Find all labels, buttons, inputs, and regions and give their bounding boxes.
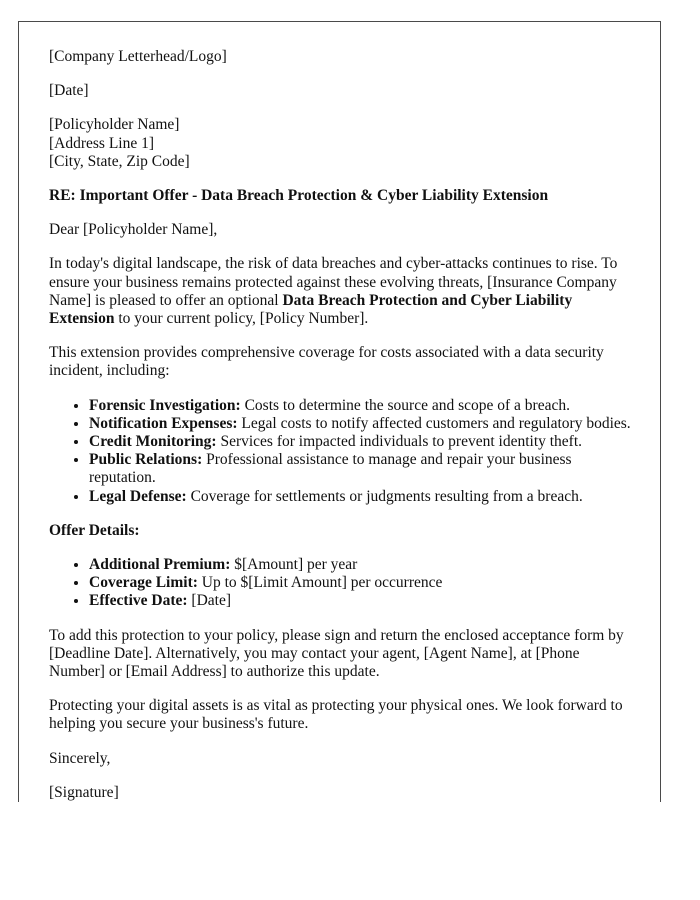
intro-paragraph xyxy=(49,255,639,328)
coverage-item xyxy=(89,397,639,415)
coverage-item-term: Forensic Investigation: xyxy=(89,396,241,414)
offer-item-term: Coverage Limit: xyxy=(89,574,198,592)
letter-body xyxy=(49,48,639,802)
letter-date: [Date] xyxy=(49,82,89,100)
coverage-item-term: Legal Defense: xyxy=(89,487,187,505)
intro-text-end: to your current policy, [Policy Number]. xyxy=(114,310,369,328)
signature-placeholder: [Signature] xyxy=(49,783,119,801)
offer-item-value: Up to $[Limit Amount] per occurrence xyxy=(197,574,443,592)
salutation: Dear [Policyholder Name], xyxy=(49,221,218,239)
recipient-address-line: [Address Line 1] xyxy=(49,134,155,152)
coverage-item-description: Legal costs to notify affected customers and regulatory bodies. xyxy=(237,414,631,432)
coverage-item-description: Coverage for settlements or judgments resulting from a breach. xyxy=(186,487,583,505)
coverage-item-description: Professional assistance to manage and repair your business reputation. xyxy=(89,451,572,487)
offer-item xyxy=(89,574,639,592)
coverage-item-term: Notification Expenses: xyxy=(89,414,238,432)
coverage-item-description: Costs to determine the source and scope of a breach. xyxy=(240,396,570,414)
closing-paragraph: Protecting your digital assets is as vital as protecting your physical ones. We look forward to helping you secure your business's future. xyxy=(49,697,623,733)
intro-text-start: In today's digital landscape, the risk of data breaches and cyber-attacks continues to rise. To ensure your business remains protected against these evolving threats, [Insurance Company Name] is pleased to offer an optional xyxy=(49,255,618,309)
coverage-item xyxy=(89,488,639,506)
offer-item xyxy=(89,592,639,610)
extension-name: Data Breach Protection and Cyber Liability Extension xyxy=(49,291,573,328)
recipient-city-state-zip: [City, State, Zip Code] xyxy=(49,152,190,170)
offer-details-list xyxy=(49,556,639,611)
offer-item xyxy=(89,556,639,574)
action-paragraph: To add this protection to your policy, please sign and return the enclosed acceptance form by [Deadline Date]. Alternatively, you may contact your agent, [Agent Name], at [Phone Number] or [Email Address] to authorize this update. xyxy=(49,626,624,681)
coverage-item-term: Public Relations: xyxy=(89,451,203,469)
recipient-name: [Policyholder Name] xyxy=(49,116,180,134)
offer-item-term: Effective Date: xyxy=(89,592,188,610)
signoff: Sincerely, xyxy=(49,749,111,767)
coverage-item-description: Services for impacted individuals to prevent identity theft. xyxy=(216,433,583,451)
company-letterhead: [Company Letterhead/Logo] xyxy=(49,48,227,65)
recipient-address-block xyxy=(49,116,639,171)
coverage-item xyxy=(89,433,639,451)
coverage-item xyxy=(89,415,639,433)
coverage-intro-paragraph: This extension provides comprehensive coverage for costs associated with a data security incident, including: xyxy=(49,344,604,380)
offer-item-value: $[Amount] per year xyxy=(230,556,358,574)
letter-page xyxy=(18,21,661,802)
coverage-item xyxy=(89,451,639,487)
offer-item-value: [Date] xyxy=(187,592,232,610)
offer-item-term: Additional Premium: xyxy=(89,556,231,574)
coverage-list xyxy=(49,397,639,506)
subject-line: RE: Important Offer - Data Breach Protection & Cyber Liability Extension xyxy=(49,187,549,205)
coverage-item-term: Credit Monitoring: xyxy=(89,433,217,451)
offer-details-heading: Offer Details: xyxy=(49,521,140,539)
